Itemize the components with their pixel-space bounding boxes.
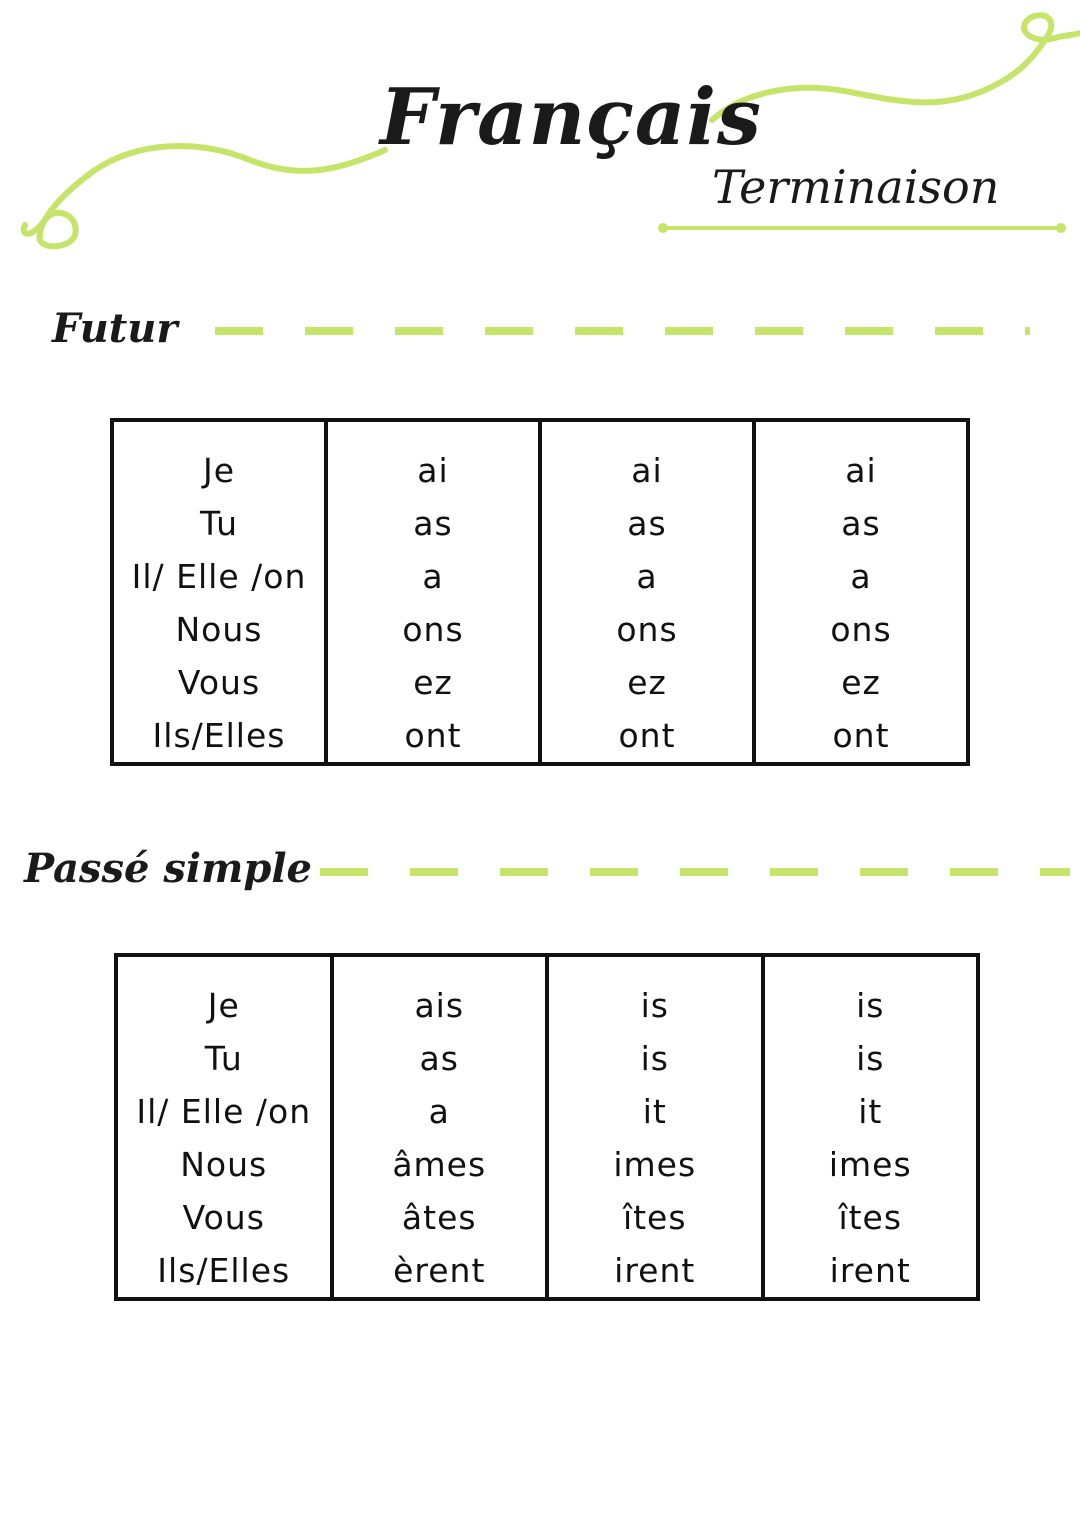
- pronoun: Ils/Elles: [152, 716, 286, 755]
- ending-column: [540, 420, 754, 764]
- ending: is: [856, 986, 885, 1025]
- pronoun: Nous: [175, 610, 263, 649]
- ending: as: [419, 1039, 459, 1078]
- pronoun: Nous: [180, 1145, 268, 1184]
- ending: imes: [828, 1145, 912, 1184]
- section-label-passe-simple: Passé simple: [24, 845, 312, 892]
- ending: ont: [404, 716, 462, 755]
- ending: a: [422, 557, 444, 596]
- pronoun-column: [116, 955, 332, 1299]
- ending: âmes: [392, 1145, 487, 1184]
- ending-column: [326, 420, 540, 764]
- ending: èrent: [393, 1251, 486, 1290]
- pronoun: Il/ Elle /on: [136, 1092, 312, 1131]
- ending: ez: [413, 663, 453, 702]
- ending-column: [763, 955, 979, 1299]
- ending: a: [850, 557, 872, 596]
- section-label-futur: Futur: [52, 305, 178, 352]
- ending: a: [428, 1092, 450, 1131]
- ending: ai: [417, 451, 449, 490]
- pronoun: Ils/Elles: [157, 1251, 291, 1290]
- pronoun: Je: [207, 986, 240, 1025]
- ending: as: [413, 504, 453, 543]
- conjugation-table-passe-simple: [114, 953, 980, 1301]
- ending: ons: [402, 610, 464, 649]
- ending: ez: [841, 663, 881, 702]
- pronoun: Tu: [204, 1039, 243, 1078]
- conjugation-table-futur: [110, 418, 970, 766]
- ending: is: [856, 1039, 885, 1078]
- table-row: [116, 955, 978, 1299]
- ending: ons: [616, 610, 678, 649]
- ending: is: [640, 1039, 669, 1078]
- ending: ez: [627, 663, 667, 702]
- ending: as: [627, 504, 667, 543]
- pronoun-column: [112, 420, 326, 764]
- ending: irent: [829, 1251, 911, 1290]
- pronoun: Il/ Elle /on: [131, 557, 307, 596]
- ending: as: [841, 504, 881, 543]
- ending: ont: [832, 716, 890, 755]
- ending: îtes: [838, 1198, 903, 1237]
- ending: âtes: [401, 1198, 477, 1237]
- ending: ai: [845, 451, 877, 490]
- pronoun: Vous: [177, 663, 261, 702]
- ending: a: [636, 557, 658, 596]
- ending: ont: [618, 716, 676, 755]
- ending: ons: [830, 610, 892, 649]
- ending-column: [547, 955, 763, 1299]
- ending: imes: [613, 1145, 697, 1184]
- table-row: [112, 420, 968, 764]
- pronoun: Tu: [199, 504, 239, 543]
- ending: îtes: [622, 1198, 687, 1237]
- ending: it: [858, 1092, 883, 1131]
- ending: ai: [631, 451, 663, 490]
- ending-column: [332, 955, 548, 1299]
- pronoun: Je: [202, 451, 236, 490]
- ending-column: [754, 420, 968, 764]
- ending: irent: [614, 1251, 696, 1290]
- ending: is: [640, 986, 669, 1025]
- page-subtitle: Terminaison: [712, 160, 1000, 214]
- ending: it: [642, 1092, 667, 1131]
- pronoun: Vous: [182, 1198, 265, 1237]
- page-title: Français: [380, 72, 762, 163]
- ending: ais: [414, 986, 465, 1025]
